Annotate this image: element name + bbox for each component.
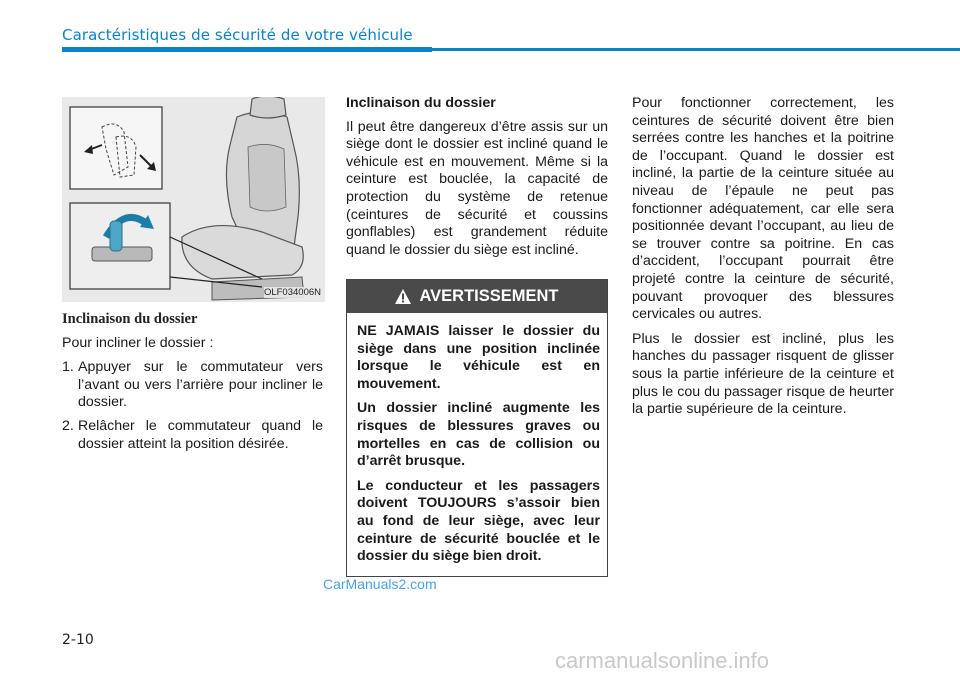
middle-paragraph: Il peut être dangereux d’être assis sur un siège dont le dossier est incliné quand le véhicule est en mouvement. Même si la ceinture est bouclée, la capacité de protection du système de retenue (ceintures de sécurité et coussins gonflables) est grandement réduite quand le dossier du siège est incliné. <box>346 118 608 258</box>
left-heading: Inclinaison du dossier <box>62 311 198 327</box>
seat-recline-diagram <box>62 97 325 302</box>
figure-code: OLF034006N <box>263 287 321 298</box>
seat-illustration <box>62 97 325 302</box>
watermark-site: carmanualsonline.info <box>555 648 770 673</box>
warning-box <box>346 279 608 577</box>
middle-column <box>346 95 608 266</box>
page-number: 2-10 <box>62 632 94 648</box>
step-text: Relâcher le commutateur quand le dossier atteint la position désirée. <box>78 417 323 452</box>
right-paragraph: Pour fonctionner correctement, les ceintures de sécurité doivent être bien serrées contre les hanches et la poitrine de l’occupant. Quand le dossier est incliné, la partie de la ceinture située au niveau de l’épaule ne peut pas fonctionner adéquatement, car elle sera positionnée devant l’occupant, au lieu de se trouver contre sa poitrine. En cas d’accident, l’occupant pourrait être projeté contre la ceinture de sécurité, pouvant provoquer des blessures cervicales ou autres. <box>632 95 894 323</box>
header-rule <box>62 48 960 51</box>
intro-text: Pour incliner le dossier : <box>62 334 214 351</box>
right-column <box>632 95 894 426</box>
list-item <box>62 359 323 412</box>
step-number: 1. <box>62 359 74 376</box>
middle-heading: Inclinaison du dossier <box>346 95 496 111</box>
warning-title: AVERTISSEMENT <box>419 287 559 305</box>
warning-body <box>347 313 607 566</box>
left-column <box>62 311 323 459</box>
warning-paragraph: Un dossier incliné augmente les risques de blessures graves ou mortelles en cas de collision ou d’arrêt brusque. <box>357 400 600 470</box>
warning-header <box>347 280 607 313</box>
step-number: 2. <box>62 417 74 434</box>
right-paragraph: Plus le dossier est incliné, plus les hanches du passager risquent de glisser sous la partie inférieure de la ceinture et plus le cou du passager risque de heurter la partie supérieure de la ceinture. <box>632 330 894 418</box>
list-item <box>62 418 323 453</box>
steps-list <box>62 359 323 453</box>
warning-paragraph: Le conducteur et les passagers doivent TOUJOURS s’assoir bien au fond de leur siège, avec leur ceinture de sécurité bouclée et le dossier du siège bien droit. <box>357 477 600 565</box>
watermark-link[interactable]: CarManuals2.com <box>323 576 437 592</box>
section-title: Caractéristiques de sécurité de votre véhicule <box>62 26 413 44</box>
warning-triangle-icon <box>395 289 411 304</box>
warning-paragraph: NE JAMAIS laisser le dossier du siège dans une position inclinée lorsque le véhicule est en mouvement. <box>357 323 600 392</box>
step-text: Appuyer sur le commutateur vers l’avant ou vers l’arrière pour incliner le dossier. <box>78 359 323 411</box>
